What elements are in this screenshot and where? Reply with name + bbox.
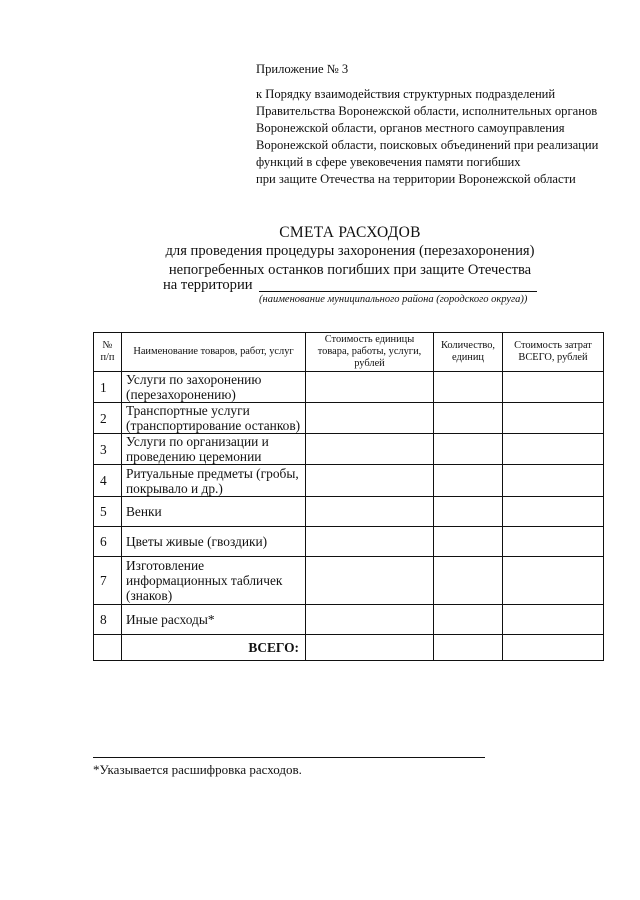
table-row bbox=[94, 434, 604, 465]
table-row bbox=[94, 497, 604, 527]
territory-fill-line bbox=[259, 291, 537, 292]
document-subtitle: для проведения процедуры захоронения (перезахоронения) bbox=[165, 243, 535, 259]
row-total bbox=[503, 434, 604, 465]
row-number: 3 bbox=[94, 434, 122, 465]
row-quantity bbox=[434, 434, 503, 465]
row-name: Транспортные услуги (транспортирование останков) bbox=[122, 403, 306, 434]
row-number: 5 bbox=[94, 497, 122, 527]
estimate-table bbox=[93, 332, 604, 661]
appendix-line: к Порядку взаимодействия структурных подразделений bbox=[256, 87, 556, 101]
row-number: 8 bbox=[94, 605, 122, 635]
table-total-row bbox=[94, 635, 604, 661]
table-row bbox=[94, 605, 604, 635]
appendix-number: Приложение № 3 bbox=[256, 62, 349, 76]
total-cost bbox=[503, 635, 604, 661]
document-title-block bbox=[140, 223, 560, 280]
row-total bbox=[503, 497, 604, 527]
row-name: Венки bbox=[122, 497, 306, 527]
row-unit-cost bbox=[306, 465, 434, 497]
header-quantity: Количество, единиц bbox=[434, 333, 503, 372]
row-unit-cost bbox=[306, 605, 434, 635]
document-subtitle: непогребенных останков погибших при защите Отечества bbox=[168, 262, 532, 278]
total-number-cell bbox=[94, 635, 122, 661]
document-title: СМЕТА РАСХОДОВ bbox=[279, 224, 421, 241]
appendix-line: Правительства Воронежской области, исполнительных органов bbox=[256, 104, 598, 118]
total-label: ВСЕГО: bbox=[122, 635, 306, 661]
row-name: Ритуальные предметы (гробы, покрывало и др.) bbox=[122, 465, 306, 497]
row-unit-cost bbox=[306, 557, 434, 605]
row-name: Услуги по захоронению (перезахоронению) bbox=[122, 372, 306, 403]
row-quantity bbox=[434, 372, 503, 403]
row-quantity bbox=[434, 605, 503, 635]
row-quantity bbox=[434, 497, 503, 527]
row-unit-cost bbox=[306, 497, 434, 527]
row-number: 7 bbox=[94, 557, 122, 605]
row-total bbox=[503, 557, 604, 605]
table-row bbox=[94, 557, 604, 605]
row-number: 1 bbox=[94, 372, 122, 403]
footnote: *Указывается расшифровка расходов. bbox=[93, 762, 302, 777]
header-unit-cost: Стоимость единицы товара, работы, услуги, рублей bbox=[306, 333, 434, 372]
table-header-row bbox=[94, 333, 604, 372]
row-quantity bbox=[434, 403, 503, 434]
row-quantity bbox=[434, 557, 503, 605]
row-unit-cost bbox=[306, 403, 434, 434]
table-row bbox=[94, 403, 604, 434]
territory-note: (наименование муниципального района (городского округа)) bbox=[259, 294, 528, 305]
row-name: Цветы живые (гвоздики) bbox=[122, 527, 306, 557]
appendix-line: при защите Отечества на территории Воронежской области bbox=[256, 172, 576, 186]
row-total bbox=[503, 372, 604, 403]
total-unit-cost bbox=[306, 635, 434, 661]
territory-label: на территории bbox=[163, 277, 253, 293]
row-total bbox=[503, 527, 604, 557]
header-total-cost: Стоимость затрат ВСЕГО, рублей bbox=[503, 333, 604, 372]
footnote-separator bbox=[93, 757, 485, 758]
row-total bbox=[503, 403, 604, 434]
header-number: № п/п bbox=[94, 333, 122, 372]
row-total bbox=[503, 605, 604, 635]
row-quantity bbox=[434, 527, 503, 557]
row-number: 2 bbox=[94, 403, 122, 434]
table-row bbox=[94, 527, 604, 557]
row-number: 4 bbox=[94, 465, 122, 497]
row-number: 6 bbox=[94, 527, 122, 557]
header-name: Наименование товаров, работ, услуг bbox=[122, 333, 306, 372]
row-unit-cost bbox=[306, 434, 434, 465]
appendix-line: функций в сфере увековечения памяти погибших bbox=[256, 155, 521, 169]
row-total bbox=[503, 465, 604, 497]
row-name: Изготовление информационных табличек (знаков) bbox=[122, 557, 306, 605]
total-quantity bbox=[434, 635, 503, 661]
row-unit-cost bbox=[306, 372, 434, 403]
appendix-line: Воронежской области, поисковых объединений при реализации bbox=[256, 138, 599, 152]
row-name: Услуги по организации и проведению церемонии bbox=[122, 434, 306, 465]
table-row bbox=[94, 465, 604, 497]
table-row bbox=[94, 372, 604, 403]
appendix-line: Воронежской области, органов местного самоуправления bbox=[256, 121, 565, 135]
row-unit-cost bbox=[306, 527, 434, 557]
appendix-block bbox=[256, 61, 616, 188]
row-name: Иные расходы* bbox=[122, 605, 306, 635]
row-quantity bbox=[434, 465, 503, 497]
